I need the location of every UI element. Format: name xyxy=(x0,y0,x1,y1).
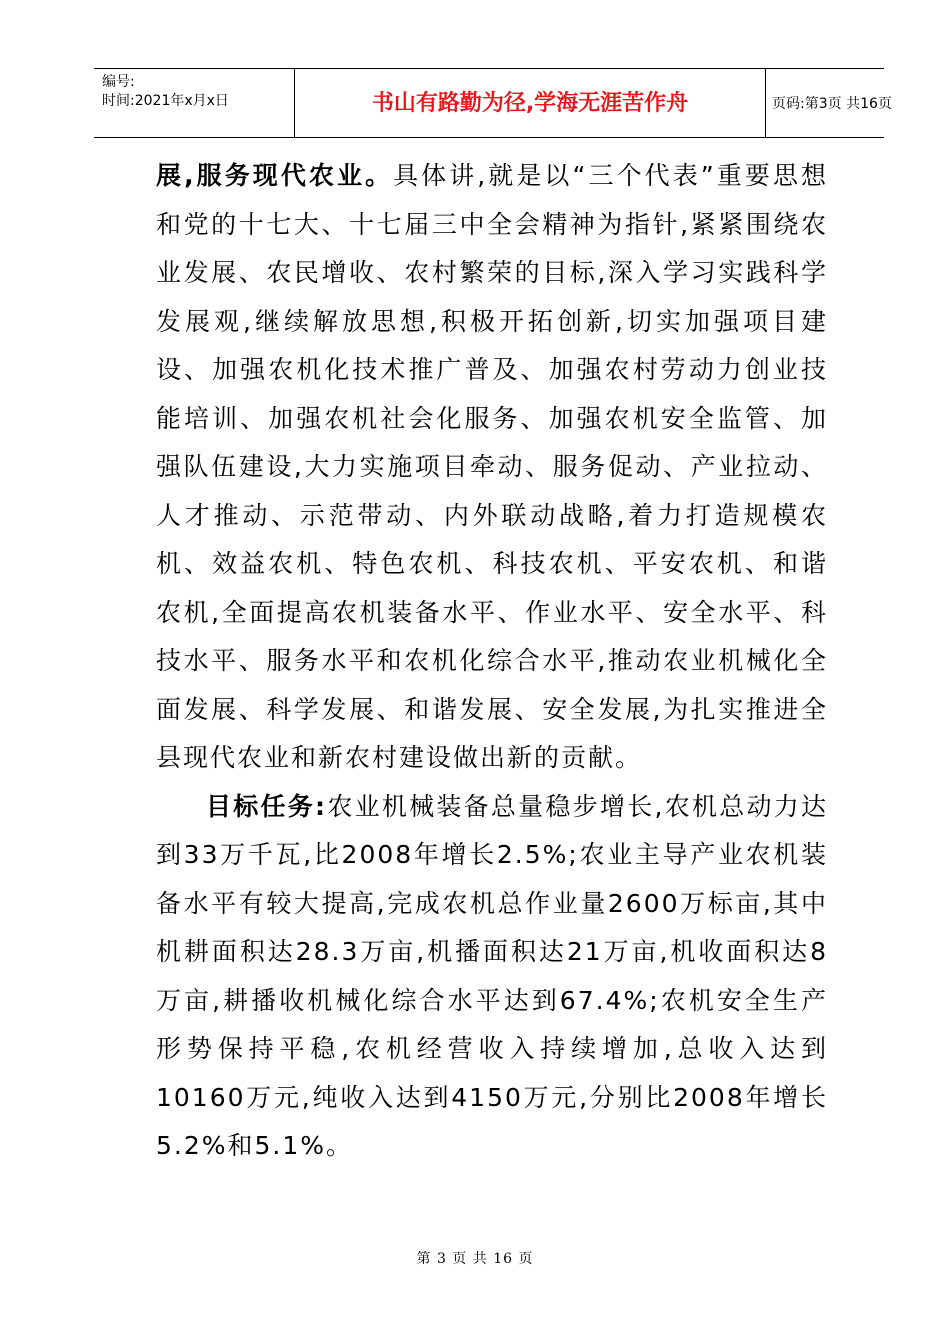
paragraph-text: 具体讲,就是以“三个代表”重要思想和党的十七大、十七届三中全会精神为指针,紧紧围绕农业发展、农民增收、农村繁荣的目标,深入学习实践科学发展观,继续解放思想,积极开拓创新,切实加强项目建设、加强农机化技术推广普及、加强农村劳动力创业技能培训、加强农机社会化服务、加强农机安全监管、加强队伍建设,大力实施项目牵动、服务促动、产业拉动、人才推动、示范带动、内外联动战略,着力打造规模农机、效益农机、特色农机、科技农机、平安农机、和谐农机,全面提高农机装备水平、作业水平、安全水平、科技水平、服务水平和农机化综合水平,推动农业机械化全面发展、科学发展、和谐发展、安全发展,为扎实推进全县现代农业和新农村建设做出新的贡献。 xyxy=(156,161,828,772)
document-header xyxy=(94,68,892,138)
paragraph-lead-bold: 展,服务现代农业。 xyxy=(156,161,394,190)
header-motto-cell xyxy=(294,69,766,137)
paragraph-text: 农业机械装备总量稳步增长,农机总动力达到33万千瓦,比2008年增长2.5%;农业主导产业农机装备水平有较大提高,完成农机总作业量2600万标亩,其中机耕面积达28.3万亩,机播面积达21万亩,机收面积达8万亩,耕播收机械化综合水平达到67.4%;农机安全生产形势保持平稳,农机经营收入持续增加,总收入达到10160万元,纯收入达到4150万元,分别比2008年增长5.2%和5.1%。 xyxy=(156,791,829,1160)
document-body xyxy=(156,152,828,1171)
header-motto: 书山有路勤为径,学海无涯苦作舟 xyxy=(371,91,689,116)
page-footer: 第 3 页 共 16 页 xyxy=(416,1251,534,1267)
header-meta-cell xyxy=(94,69,294,137)
paragraph-lead-bold: 目标任务: xyxy=(206,791,328,821)
header-page-cell xyxy=(765,69,892,137)
paragraph-guiding-principle xyxy=(156,152,828,783)
document-time-label: 时间:2021年x月x日 xyxy=(102,93,229,109)
document-number-label: 编号: xyxy=(102,74,135,90)
paragraph-targets xyxy=(156,783,828,1171)
header-page-label: 页码:第3页 共16页 xyxy=(772,96,892,112)
